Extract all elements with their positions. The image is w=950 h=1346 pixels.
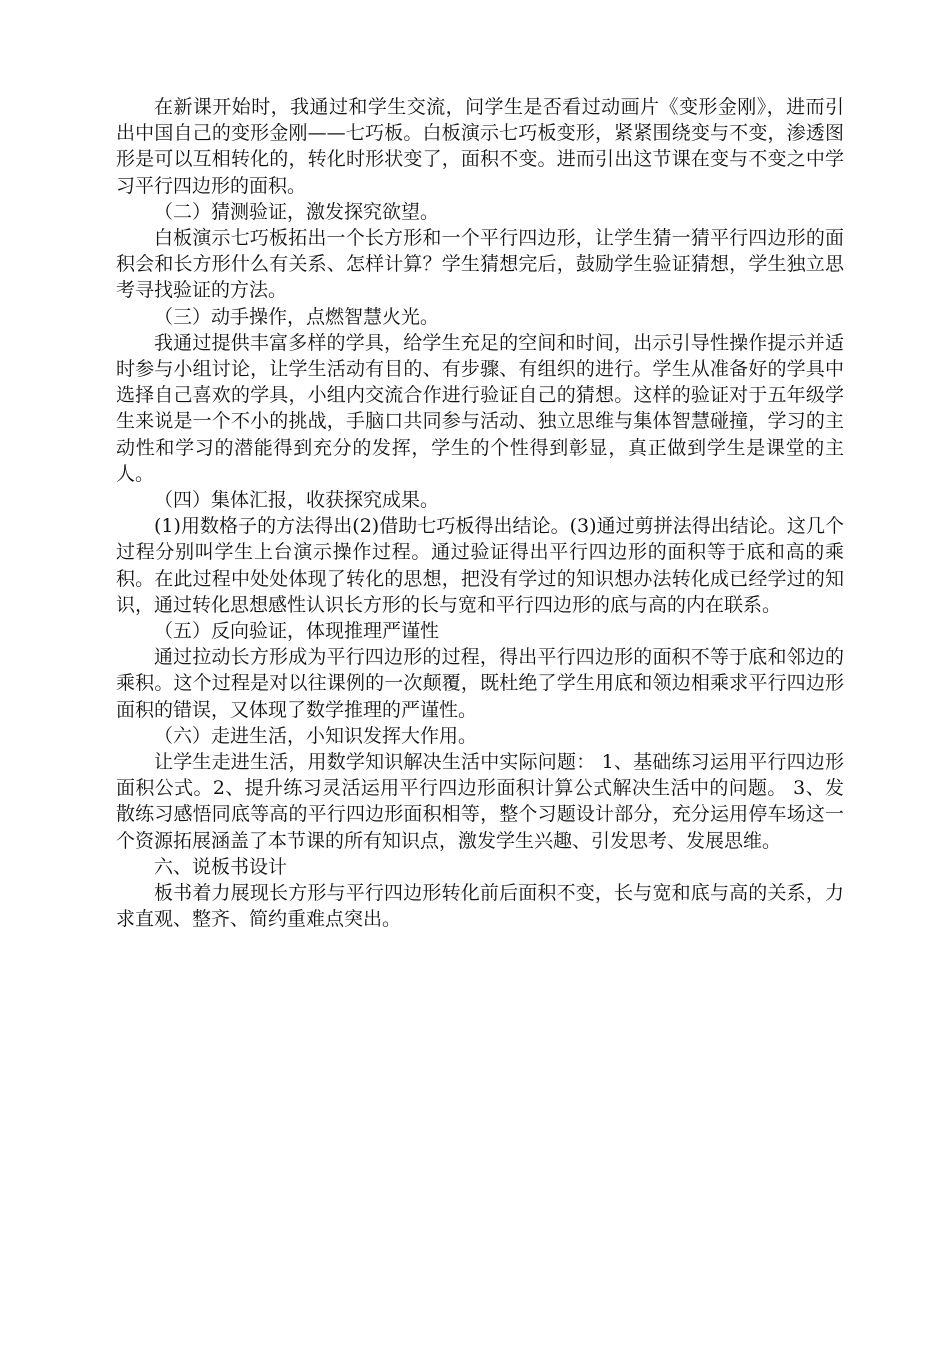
heading-reverse-verify: （五）反向验证，体现推理严谨性 — [154, 620, 440, 643]
paragraph-board-design: 板书着力展现长方形与平行四边形转化前后面积不变，长与宽和底与高的关系，力求直观、整齐、简约重难点突出。 — [116, 882, 844, 931]
paragraph-intro: 在新课开始时，我通过和学生交流，问学生是否看过动画片《变形金刚》，进而引出中国自己的变形金刚——七巧板。白板演示七巧板变形，紧紧围绕变与不变，渗透图形是可以互相转化的，转化时形状变了，面积不变。进而引出这节课在变与不变之中学习平行四边形的面积。 — [116, 96, 844, 197]
document-body — [116, 94, 844, 933]
heading-hands-on: （三）动手操作，点燃智慧火光。 — [154, 305, 440, 328]
paragraph-hands-on: 我通过提供丰富多样的学具，给学生充足的空间和时间，出示引导性操作提示并适时参与小组讨论，让学生活动有目的、有步骤、有组织的进行。学生从准备好的学具中选择自己喜欢的学具，小组内交流合作进行验证自己的猜想。这样的验证对于五年级学生来说是一个不小的挑战，手脑口共同参与活动、独立思维与集体智慧碰撞，学习的主动性和学习的潜能得到充分的发挥，学生的个性得到彰显，真正做到学生是课堂的主人。 — [116, 331, 844, 485]
heading-into-life: （六）走进生活，小知识发挥大作用。 — [154, 724, 478, 747]
paragraph-into-life: 让学生走进生活，用数学知识解决生活中实际问题： 1、基础练习运用平行四边形面积公式。2、提升练习灵活运用平行四边形面积计算公式解决生活中的问题。 3、发散练习感悟同底等高的平行四边形面积相等，整个习题设计部分，充分运用停车场这一个资源拓展涵盖了本节课的所有知识点，激发学生兴趣、引发思考、发展思维。 — [116, 751, 844, 852]
paragraph-reverse-verify: 通过拉动长方形成为平行四边形的过程，得出平行四边形的面积不等于底和邻边的乘积。这个过程是对以往课例的一次颠覆，既杜绝了学生用底和领边相乘求平行四边形面积的错误，又体现了数学推理的严谨性。 — [116, 646, 844, 721]
heading-group-report: （四）集体汇报，收获探究成果。 — [154, 489, 440, 512]
heading-board-design: 六、说板书设计 — [154, 855, 288, 878]
paragraph-group-report: (1)用数格子的方法得出(2)借助七巧板得出结论。(3)通过剪拼法得出结论。这几个过程分别叫学生上台演示操作过程。通过验证得出平行四边形的面积等于底和高的乘积。在此过程中处处体现了转化的思想，把没有学过的知识想办法转化成已经学过的知识，通过转化思想感性认识长方形的长与宽和平行四边形的底与高的内在联系。 — [116, 515, 844, 616]
paragraph-guess-verify: 白板演示七巧板拓出一个长方形和一个平行四边形，让学生猜一猜平行四边形的面积会和长方形什么有关系、怎样计算？学生猜想完后，鼓励学生验证猜想，学生独立思考寻找验证的方法。 — [116, 227, 844, 302]
heading-guess-verify: （二）猜测验证，激发探究欲望。 — [154, 200, 440, 223]
